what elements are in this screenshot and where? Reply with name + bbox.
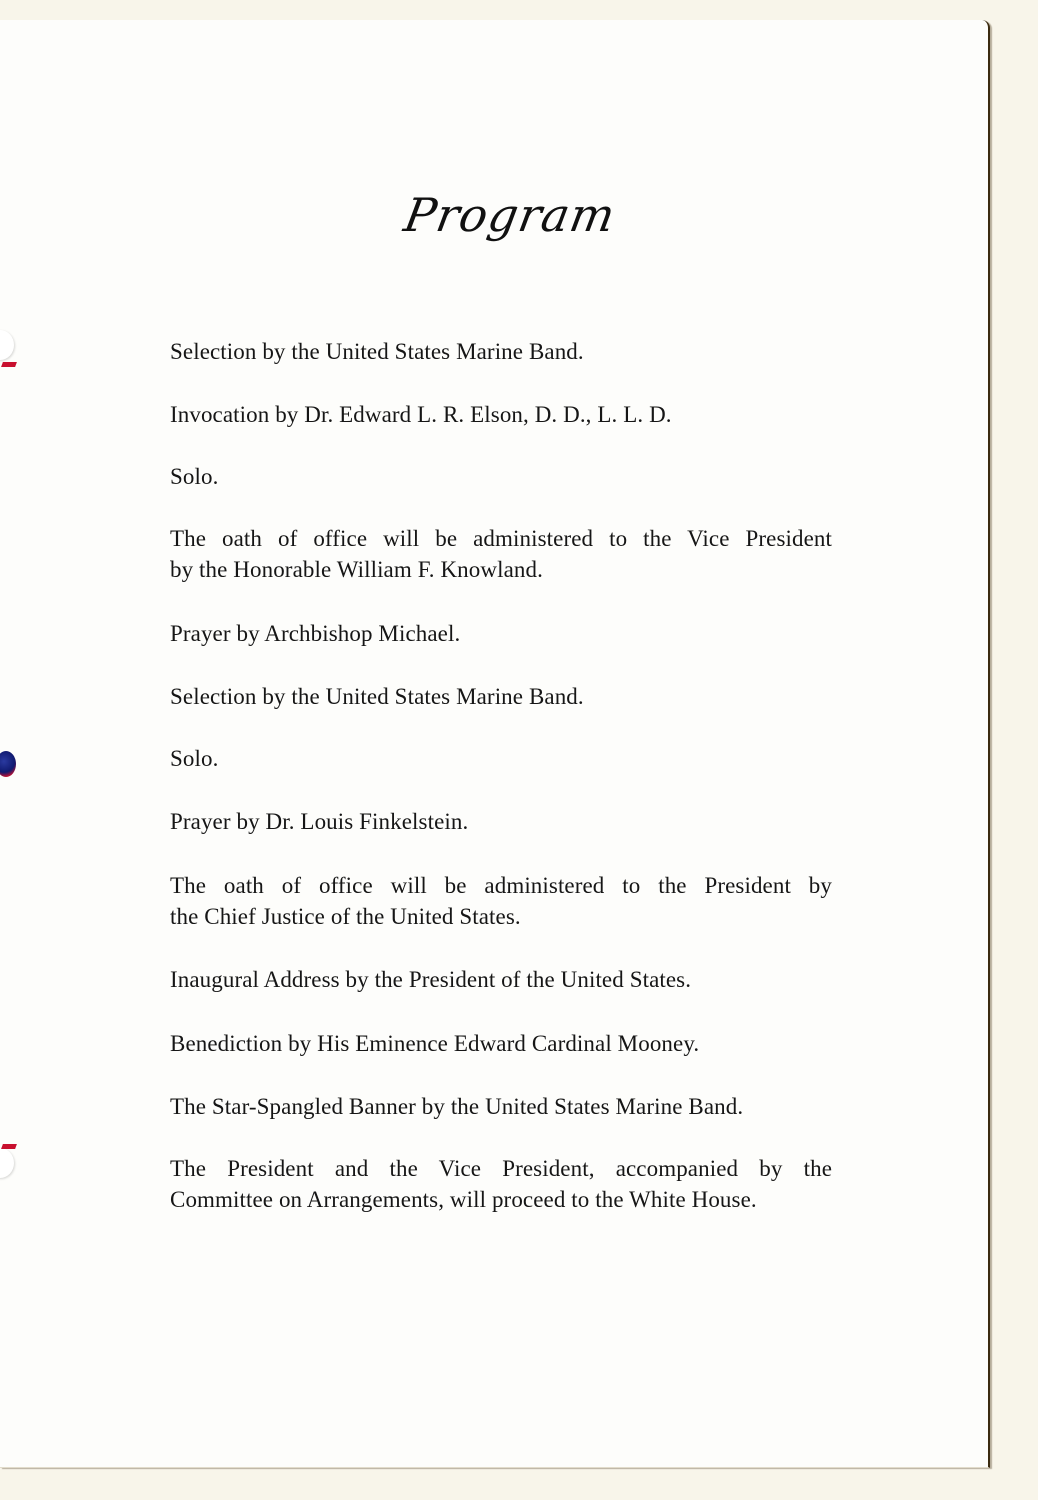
program-item-line: The oath of office will be administered to the Vice President (170, 526, 832, 551)
program-item-11 (170, 1028, 832, 1059)
program-item-line: Benediction by His Eminence Edward Cardinal Mooney. (170, 1031, 700, 1056)
program-item-4 (170, 523, 832, 585)
ribbon-knot-middle (0, 751, 16, 777)
program-item-9 (170, 870, 832, 932)
program-item-10 (170, 964, 832, 995)
program-item-line: The President and the Vice President, accompanied by the (170, 1156, 832, 1181)
binding-hole-bottom (0, 1148, 14, 1178)
program-page (0, 20, 990, 1468)
program-item-3 (170, 461, 832, 492)
program-item-line: the Chief Justice of the United States. (170, 904, 521, 929)
program-item-2 (170, 399, 832, 430)
program-item-line: Selection by the United States Marine Band. (170, 684, 584, 709)
program-item-8 (170, 806, 832, 837)
page-title: Program (400, 188, 620, 242)
program-item-1 (170, 336, 832, 367)
program-item-line: The oath of office will be administered to the President by (170, 873, 832, 898)
ribbon-red-top (1, 362, 17, 367)
program-item-5 (170, 618, 832, 649)
binding-hole-top (0, 330, 14, 360)
program-item-line: Committee on Arrangements, will proceed to the White House. (170, 1187, 757, 1212)
ribbon-red-bottom (1, 1144, 17, 1149)
program-item-12 (170, 1091, 832, 1122)
program-item-line: Solo. (170, 746, 219, 771)
program-item-line: Prayer by Archbishop Michael. (170, 621, 461, 646)
program-item-line: Invocation by Dr. Edward L. R. Elson, D. D., L. L. D. (170, 402, 672, 427)
program-item-line: Solo. (170, 464, 219, 489)
program-item-7 (170, 743, 832, 774)
program-item-line: by the Honorable William F. Knowland. (170, 557, 543, 582)
program-item-line: Selection by the United States Marine Band. (170, 339, 584, 364)
program-item-6 (170, 681, 832, 712)
program-item-line: The Star-Spangled Banner by the United States Marine Band. (170, 1094, 744, 1119)
program-item-line: Inaugural Address by the President of the United States. (170, 967, 692, 992)
program-item-13 (170, 1153, 832, 1215)
program-item-line: Prayer by Dr. Louis Finkelstein. (170, 809, 469, 834)
